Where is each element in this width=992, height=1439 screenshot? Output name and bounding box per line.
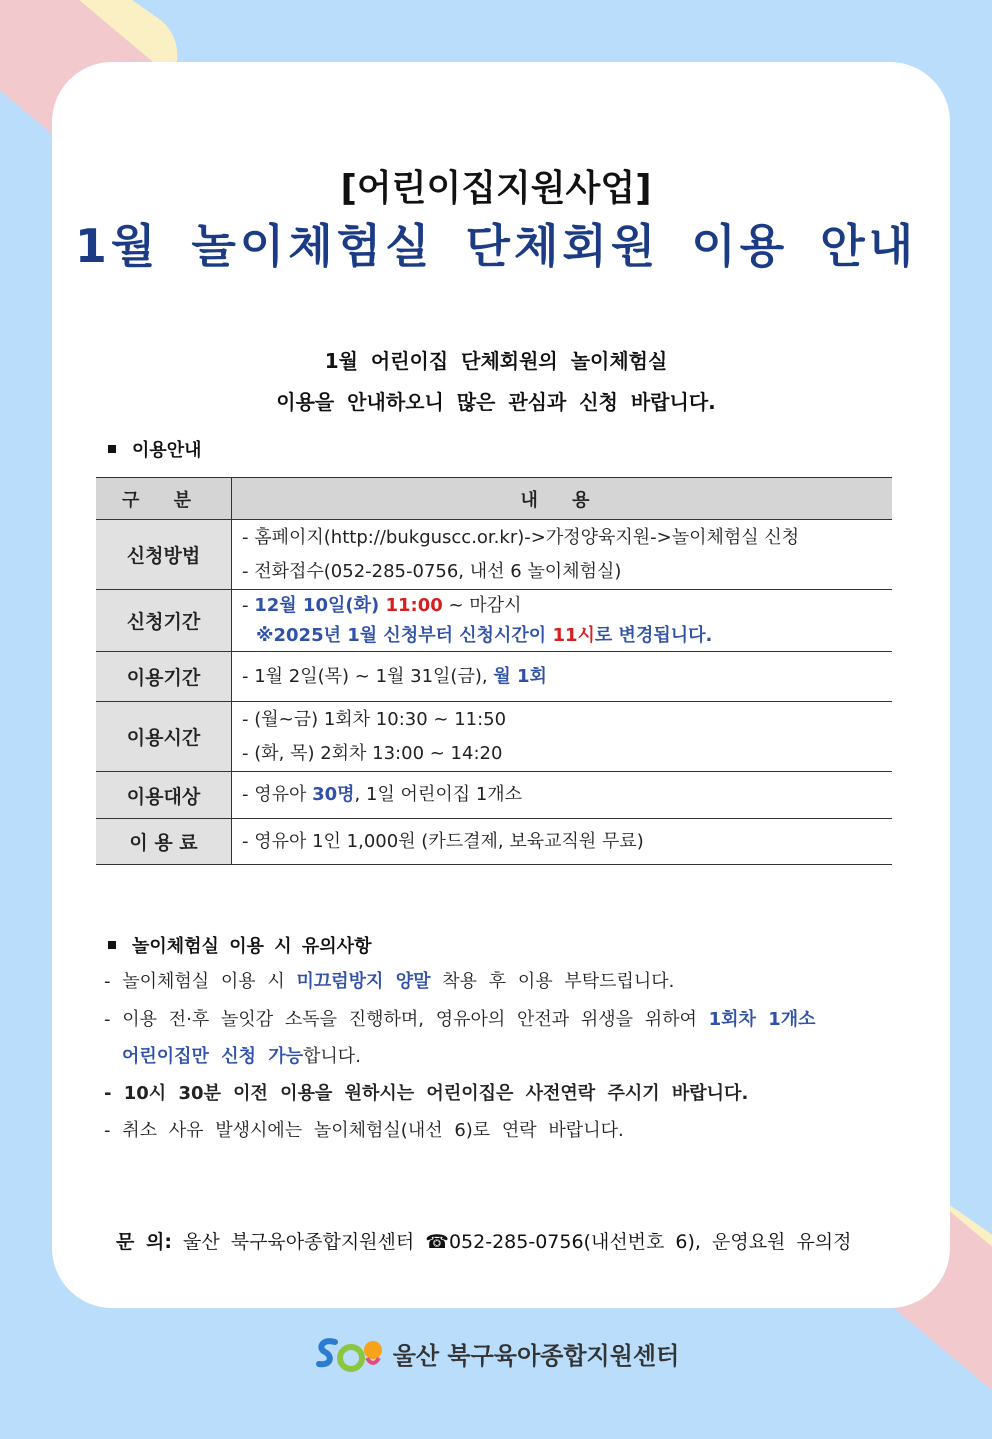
- apply-method-phone: - 전화접수(052-285-0756, 내선 6 놀이체험실): [242, 560, 622, 582]
- apply-time: 11:00: [385, 594, 443, 616]
- bullet-square-icon: [108, 445, 116, 453]
- table-row-apply-method: [96, 520, 892, 590]
- row-content: [232, 520, 893, 590]
- target-b: , 1일 어린이집 1개소: [354, 784, 523, 805]
- table-header-row: [96, 478, 892, 520]
- table-row-use-period: [96, 652, 892, 702]
- use-time-session-2: - (화, 목) 2회차 13:00 ~ 14:20: [242, 742, 503, 764]
- usage-heading-text: 이용안내: [132, 440, 202, 461]
- use-period-text: [242, 660, 882, 694]
- notice-2-a: - 이용 전·후 놀잇감 소독을 진행하며, 영유아의 안전과 위생을 위하여: [104, 1009, 709, 1030]
- org-logo-icon: [313, 1334, 385, 1380]
- notice-heading-text: 놀이체험실 이용 시 유의사항: [132, 936, 372, 957]
- table-row-apply-period: [96, 590, 892, 652]
- row-label: 신청기간: [96, 590, 232, 652]
- use-time-session-1: - (월~금) 1회차 10:30 ~ 11:50: [242, 708, 507, 730]
- notice-item-2: [104, 1005, 816, 1031]
- row-label: 이용대상: [96, 772, 232, 819]
- row-content: [232, 652, 893, 702]
- notice-1-emph: 미끄럼방지 양말: [296, 971, 431, 992]
- row-content: [232, 772, 893, 819]
- note-time: 11시: [552, 624, 595, 646]
- target-a: - 영유아: [242, 784, 313, 805]
- col-header-category: 구 분: [96, 478, 232, 520]
- row-content: [232, 590, 893, 652]
- notice-item-2-cont: [122, 1042, 361, 1068]
- target-text: [242, 778, 882, 812]
- footer-org-name: 울산 북구육아종합지원센터: [392, 1342, 680, 1370]
- notice-1-b: 착용 후 이용 부탁드립니다.: [430, 971, 675, 992]
- apply-method-web: - 홈페이지(http://bukguscc.or.kr)->가정양육지원->놀이체험실 신청: [242, 526, 800, 548]
- note-c: 로 변경됩니다.: [594, 624, 713, 646]
- target-count: 30명: [312, 784, 355, 805]
- notice-2-emph: 1회차 1개소: [708, 1009, 816, 1030]
- contact-info: [116, 1227, 852, 1254]
- usage-section-heading: [108, 436, 202, 462]
- bullet-square-icon: [108, 941, 116, 949]
- notice-section-heading: [108, 932, 371, 958]
- notice-item-1: [104, 967, 674, 993]
- table-row-target: [96, 772, 892, 819]
- row-content: [232, 702, 893, 772]
- use-period-freq: 월 1회: [493, 665, 547, 687]
- table-row-use-time: [96, 702, 892, 772]
- col-header-content: 내 용: [232, 478, 893, 520]
- notice-item-4: - 취소 사유 발생시에는 놀이체험실(내선 6)로 연락 바랍니다.: [104, 1120, 624, 1141]
- page-title: 1월 놀이체험실 단체회원 이용 안내: [74, 219, 918, 273]
- fee-text: - 영유아 1인 1,000원 (카드결제, 보육교직원 무료): [242, 830, 644, 852]
- apply-date: 12월 10일(화): [254, 594, 386, 616]
- usage-info-table: [96, 477, 892, 865]
- apply-period-note: [242, 621, 882, 651]
- apply-period-date: [242, 591, 882, 621]
- table-row-fee: [96, 819, 892, 865]
- notice-item-3: - 10시 30분 이전 이용을 원하시는 어린이집은 사전연락 주시기 바랍니다.: [104, 1083, 749, 1104]
- contact-text: 울산 북구육아종합지원센터 ☎052-285-0756(내선번호 6), 운영요원 유의정: [171, 1231, 852, 1253]
- row-label: 신청방법: [96, 520, 232, 590]
- intro-line-2: 이용을 안내하오니 많은 관심과 신청 바랍니다.: [276, 390, 716, 414]
- row-label: 이용시간: [96, 702, 232, 772]
- title-category: [어린이집지원사업]: [340, 168, 652, 209]
- notice-1-a: - 놀이체험실 이용 시: [104, 971, 297, 992]
- note-a: ※2025년 1월 신청부터 신청시간이: [256, 624, 553, 646]
- row-label: 이용기간: [96, 652, 232, 702]
- use-period-dates: - 1월 2일(목) ~ 1월 31일(금),: [242, 665, 494, 687]
- row-label: 이 용 료: [96, 819, 232, 865]
- apply-suffix: ~ 마감시: [442, 594, 522, 616]
- contact-label: 문 의:: [116, 1231, 172, 1253]
- notice-2-emph-2: 어린이집만 신청 가능: [122, 1046, 304, 1067]
- notice-2-b: 합니다.: [303, 1046, 361, 1067]
- row-content: [232, 819, 893, 865]
- prefix: -: [242, 594, 255, 616]
- footer-org: [0, 1334, 992, 1380]
- intro-line-1: 1월 어린이집 단체회원의 놀이체험실: [324, 349, 668, 373]
